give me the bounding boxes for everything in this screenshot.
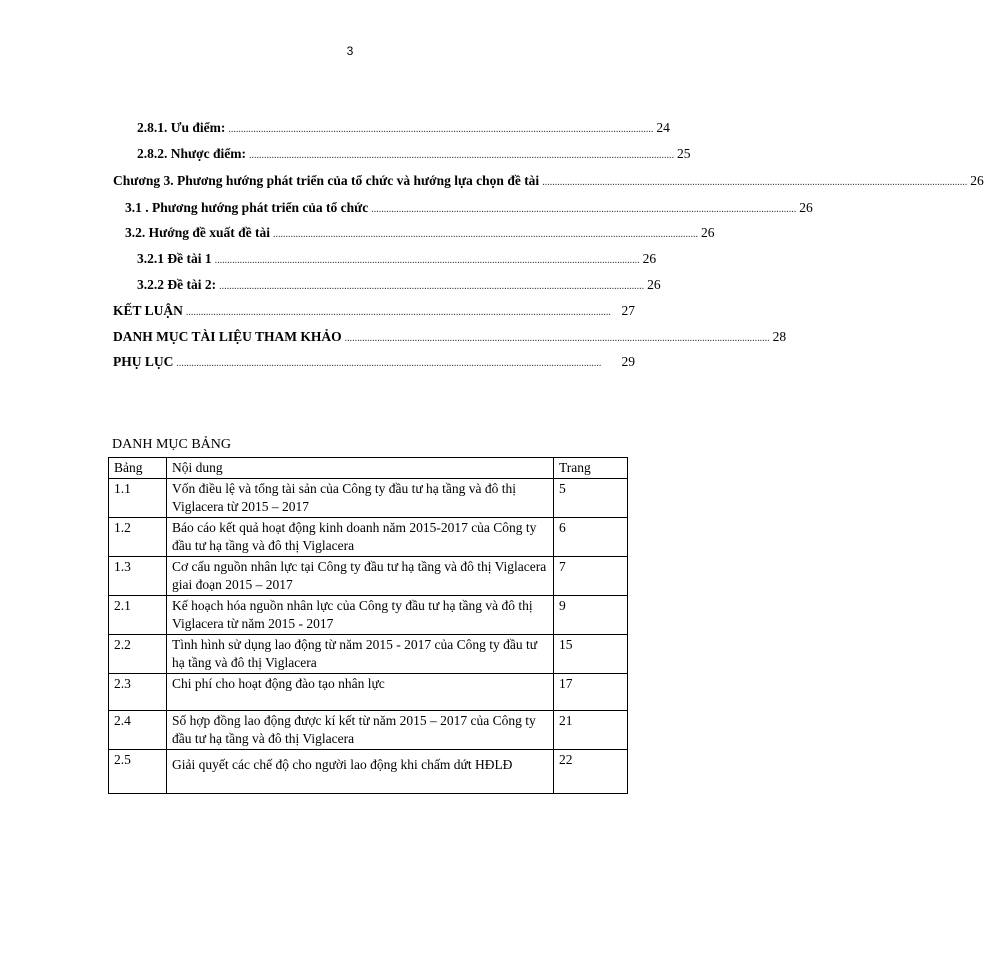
toc-leader-dots: ..........................................................................................................................................................................: [176, 358, 602, 369]
row-number: 1.3: [109, 557, 167, 596]
toc-leader-dots: ..........................................................................................................................................................................: [214, 255, 640, 266]
row-content: Báo cáo kết quả hoạt động kinh doanh năm 2015-2017 của Công ty đầu tư hạ tầng và đô thị Viglacera: [167, 518, 554, 557]
row-number: 1.2: [109, 518, 167, 557]
row-content: Cơ cấu nguồn nhân lực tại Công ty đầu tư hạ tầng và đô thị Viglacera giai đoạn 2015 – 2017: [167, 557, 554, 596]
row-number: 2.4: [109, 711, 167, 750]
table-header-row: [109, 458, 628, 479]
toc-entry-page: 25: [676, 146, 691, 161]
toc-entry-2-8-2[interactable]: [137, 146, 691, 164]
toc-entry-3-2-1[interactable]: [137, 251, 657, 269]
table-list-title: DANH MỤC BẢNG: [112, 437, 232, 452]
table-row[interactable]: [109, 635, 628, 674]
toc-entry-appendix[interactable]: [113, 354, 635, 372]
toc-entry-2-8-1[interactable]: [137, 120, 670, 138]
toc-entry-page: 26: [700, 225, 715, 240]
toc-entry-label: PHỤ LỤC: [113, 354, 174, 369]
table-row[interactable]: [109, 518, 628, 557]
table-row[interactable]: [109, 596, 628, 635]
toc-entry-conclusion[interactable]: [113, 303, 635, 321]
toc-leader-dots: ..........................................................................................................................................................................: [219, 281, 645, 292]
row-page: 6: [554, 518, 628, 557]
toc-entry-label: DANH MỤC TÀI LIỆU THAM KHẢO: [113, 329, 342, 344]
row-page: 22: [554, 750, 628, 794]
toc-entry-3-2-2[interactable]: [137, 277, 661, 295]
table-row[interactable]: [109, 479, 628, 518]
table-row[interactable]: [109, 674, 628, 711]
toc-leader-dots: ..........................................................................................................................................................................: [272, 229, 698, 240]
header-cell-content: Nội dung: [167, 458, 554, 479]
toc-entry-page: 28: [772, 329, 787, 344]
row-page: 17: [554, 674, 628, 711]
toc-entry-chapter-3[interactable]: [113, 173, 984, 191]
row-number: 2.3: [109, 674, 167, 711]
table-row[interactable]: [109, 711, 628, 750]
toc-entry-page: 26: [970, 173, 984, 188]
header-cell-number: Bảng: [109, 458, 167, 479]
row-page: 15: [554, 635, 628, 674]
toc-leader-dots: ..........................................................................................................................................................................: [185, 307, 611, 318]
toc-entry-page: 29: [621, 354, 635, 369]
row-content: Vốn điều lệ và tổng tài sản của Công ty đầu tư hạ tầng và đô thị Viglacera từ 2015 – 2017: [167, 479, 554, 518]
toc-entry-page: 26: [642, 251, 657, 266]
toc-entry-references[interactable]: [113, 329, 787, 347]
toc-entry-3-1[interactable]: [125, 200, 813, 218]
row-number: 2.1: [109, 596, 167, 635]
header-cell-page: Trang: [554, 458, 628, 479]
toc-leader-dots: ..........................................................................................................................................................................: [371, 204, 797, 215]
row-content: Chi phí cho hoạt động đào tạo nhân lực: [167, 674, 554, 711]
row-page: 5: [554, 479, 628, 518]
toc-entry-page: 24: [656, 120, 670, 135]
toc-entry-page: 26: [647, 277, 661, 292]
toc-entry-page: 27: [621, 303, 635, 318]
row-number: 2.5: [109, 750, 167, 794]
table-row[interactable]: [109, 750, 628, 794]
toc-entry-label: Chương 3. Phương hướng phát triển của tổ chức và hướng lựa chọn đề tài: [113, 173, 540, 188]
table-list: [108, 457, 628, 794]
toc-leader-dots: ..........................................................................................................................................................................: [248, 150, 674, 161]
table-row[interactable]: [109, 557, 628, 596]
row-page: 21: [554, 711, 628, 750]
toc-entry-label: 2.8.1. Ưu điểm:: [137, 120, 226, 135]
row-page: 7: [554, 557, 628, 596]
toc-entry-page: 26: [799, 200, 813, 215]
toc-entry-label: 3.1 . Phương hướng phát triển của tổ chức: [125, 200, 369, 215]
row-page: 9: [554, 596, 628, 635]
toc-entry-3-2[interactable]: [125, 225, 715, 243]
toc-entry-label: 3.2.1 Đề tài 1: [137, 251, 212, 266]
page-number: 3: [346, 44, 354, 58]
row-content: Số hợp đồng lao động được kí kết từ năm 2015 – 2017 của Công ty đầu tư hạ tầng và đô thị Viglacera: [167, 711, 554, 750]
toc-entry-label: 3.2. Hướng đề xuất đề tài: [125, 225, 270, 240]
toc-entry-label: 3.2.2 Đề tài 2:: [137, 277, 217, 292]
toc-leader-dots: ..........................................................................................................................................................................: [344, 333, 770, 344]
row-content: Kế hoạch hóa nguồn nhân lực của Công ty đầu tư hạ tầng và đô thị Viglacera từ năm 2015 - 2017: [167, 596, 554, 635]
row-number: 2.2: [109, 635, 167, 674]
toc-leader-dots: ..........................................................................................................................................................................: [542, 177, 968, 188]
row-content: Tình hình sử dụng lao động từ năm 2015 - 2017 của Công ty đầu tư hạ tầng và đô thị Viglacera: [167, 635, 554, 674]
row-content: Giải quyết các chế độ cho người lao động khi chấm dứt HĐLĐ: [167, 750, 554, 794]
row-number: 1.1: [109, 479, 167, 518]
toc-entry-label: KẾT LUẬN: [113, 303, 183, 318]
toc-leader-dots: ..........................................................................................................................................................................: [228, 124, 654, 135]
toc-entry-label: 2.8.2. Nhược điểm:: [137, 146, 246, 161]
